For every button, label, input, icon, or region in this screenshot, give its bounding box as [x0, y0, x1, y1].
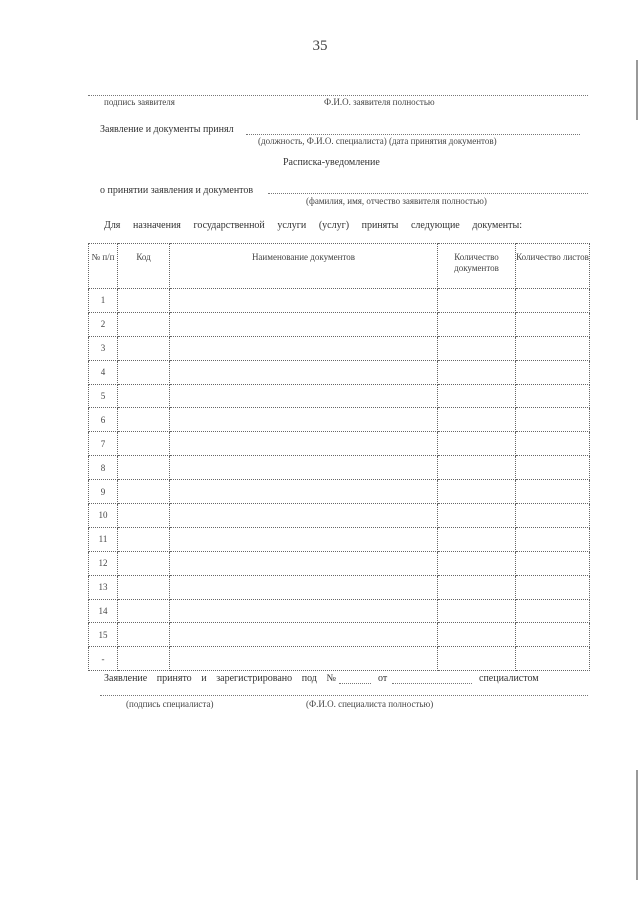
doc-count-cell: [438, 289, 516, 313]
code-cell: [118, 480, 170, 504]
registration-text-a: Заявление принято и зарегистрировано под №: [104, 673, 336, 684]
table-row: [89, 312, 590, 336]
table-row: [89, 289, 590, 313]
table-row: [89, 384, 590, 408]
sheet-count-cell: [516, 336, 590, 360]
name-cell: [170, 527, 438, 551]
doc-count-cell: [438, 336, 516, 360]
table-row: [89, 336, 590, 360]
sheet-count-cell: [516, 432, 590, 456]
documents-table: [88, 243, 590, 671]
applicant-signature-caption: подпись заявителя: [104, 97, 175, 107]
doc-count-cell: [438, 599, 516, 623]
name-cell: [170, 647, 438, 671]
specialist-name-caption: (Ф.И.О. специалиста полностью): [306, 699, 434, 709]
table-header-row: [89, 244, 590, 289]
doc-count-cell: [438, 384, 516, 408]
name-cell: [170, 480, 438, 504]
table-row: [89, 432, 590, 456]
doc-count-cell: [438, 360, 516, 384]
receipt-label: о принятии заявления и документов: [100, 185, 254, 196]
accepted-line: [246, 134, 580, 135]
table-row: [89, 408, 590, 432]
sheet-count-cell: [516, 623, 590, 647]
code-cell: [118, 360, 170, 384]
sheet-count-cell: [516, 456, 590, 480]
table-row: [89, 480, 590, 504]
code-cell: [118, 575, 170, 599]
sheet-count-cell: [516, 504, 590, 528]
applicant-name-caption: Ф.И.О. заявителя полностью: [324, 97, 435, 107]
registration-date-line: [392, 683, 472, 684]
scan-edge-mark: [636, 60, 638, 120]
name-cell: [170, 360, 438, 384]
doc-count-cell: [438, 504, 516, 528]
registration-text-c: специалистом: [479, 673, 539, 684]
doc-count-cell: [438, 408, 516, 432]
doc-count-cell: [438, 623, 516, 647]
code-cell: [118, 456, 170, 480]
receipt-line: [268, 193, 588, 194]
receipt-title: Расписка-уведомление: [283, 157, 380, 168]
header-num: № п/п: [89, 244, 118, 289]
code-cell: [118, 623, 170, 647]
specialist-signature-line: [100, 695, 588, 696]
doc-count-cell: [438, 432, 516, 456]
sheet-count-cell: [516, 599, 590, 623]
doc-count-cell: [438, 527, 516, 551]
sheet-count-cell: [516, 408, 590, 432]
header-code: Код: [118, 244, 170, 289]
name-cell: [170, 384, 438, 408]
row-number: 10: [89, 504, 118, 528]
doc-count-cell: [438, 480, 516, 504]
accepted-label: Заявление и документы принял: [100, 124, 234, 135]
row-number: 13: [89, 575, 118, 599]
code-cell: [118, 312, 170, 336]
code-cell: [118, 384, 170, 408]
table-row: [89, 623, 590, 647]
row-number: 8: [89, 456, 118, 480]
name-cell: [170, 336, 438, 360]
scan-edge-mark: [636, 770, 638, 880]
sheet-count-cell: [516, 551, 590, 575]
doc-count-cell: [438, 312, 516, 336]
table-row: [89, 504, 590, 528]
name-cell: [170, 289, 438, 313]
code-cell: [118, 336, 170, 360]
code-cell: [118, 289, 170, 313]
code-cell: [118, 432, 170, 456]
name-cell: [170, 551, 438, 575]
row-number: 4: [89, 360, 118, 384]
sheet-count-cell: [516, 647, 590, 671]
specialist-signature-caption: (подпись специалиста): [126, 699, 214, 709]
name-cell: [170, 599, 438, 623]
table-row: [89, 647, 590, 671]
receipt-intro: Для назначения государственной услуги (услуг) приняты следующие документы:: [104, 220, 522, 231]
row-number: 5: [89, 384, 118, 408]
doc-count-cell: [438, 647, 516, 671]
registration-text-b: от: [378, 673, 388, 684]
doc-count-cell: [438, 551, 516, 575]
table-row: [89, 360, 590, 384]
code-cell: [118, 647, 170, 671]
table-row: [89, 575, 590, 599]
sheet-count-cell: [516, 312, 590, 336]
doc-count-cell: [438, 575, 516, 599]
registration-number-line: [339, 683, 371, 684]
name-cell: [170, 623, 438, 647]
row-number: 3: [89, 336, 118, 360]
name-cell: [170, 504, 438, 528]
name-cell: [170, 432, 438, 456]
sheet-count-cell: [516, 384, 590, 408]
receipt-hint: (фамилия, имя, отчество заявителя полностью): [306, 196, 487, 206]
code-cell: [118, 599, 170, 623]
table-row: [89, 599, 590, 623]
header-name: Наименование документов: [170, 244, 438, 289]
row-number: 6: [89, 408, 118, 432]
sheet-count-cell: [516, 527, 590, 551]
code-cell: [118, 527, 170, 551]
code-cell: [118, 408, 170, 432]
sheet-count-cell: [516, 575, 590, 599]
name-cell: [170, 575, 438, 599]
name-cell: [170, 408, 438, 432]
table-row: [89, 456, 590, 480]
row-number: 15: [89, 623, 118, 647]
name-cell: [170, 312, 438, 336]
code-cell: [118, 504, 170, 528]
header-sheet-count: Количество листов: [516, 244, 590, 289]
row-number: 14: [89, 599, 118, 623]
code-cell: [118, 551, 170, 575]
sheet-count-cell: [516, 289, 590, 313]
doc-count-cell: [438, 456, 516, 480]
row-number: 11: [89, 527, 118, 551]
header-doc-count: Количество документов: [438, 244, 516, 289]
row-number: -: [89, 647, 118, 671]
table-row: [89, 551, 590, 575]
row-number: 9: [89, 480, 118, 504]
applicant-signature-line: [88, 95, 588, 96]
row-number: 7: [89, 432, 118, 456]
row-number: 12: [89, 551, 118, 575]
sheet-count-cell: [516, 480, 590, 504]
page-number: 35: [312, 38, 328, 54]
name-cell: [170, 456, 438, 480]
sheet-count-cell: [516, 360, 590, 384]
table-row: [89, 527, 590, 551]
row-number: 2: [89, 312, 118, 336]
row-number: 1: [89, 289, 118, 313]
accepted-hint: (должность, Ф.И.О. специалиста) (дата принятия документов): [258, 136, 497, 146]
